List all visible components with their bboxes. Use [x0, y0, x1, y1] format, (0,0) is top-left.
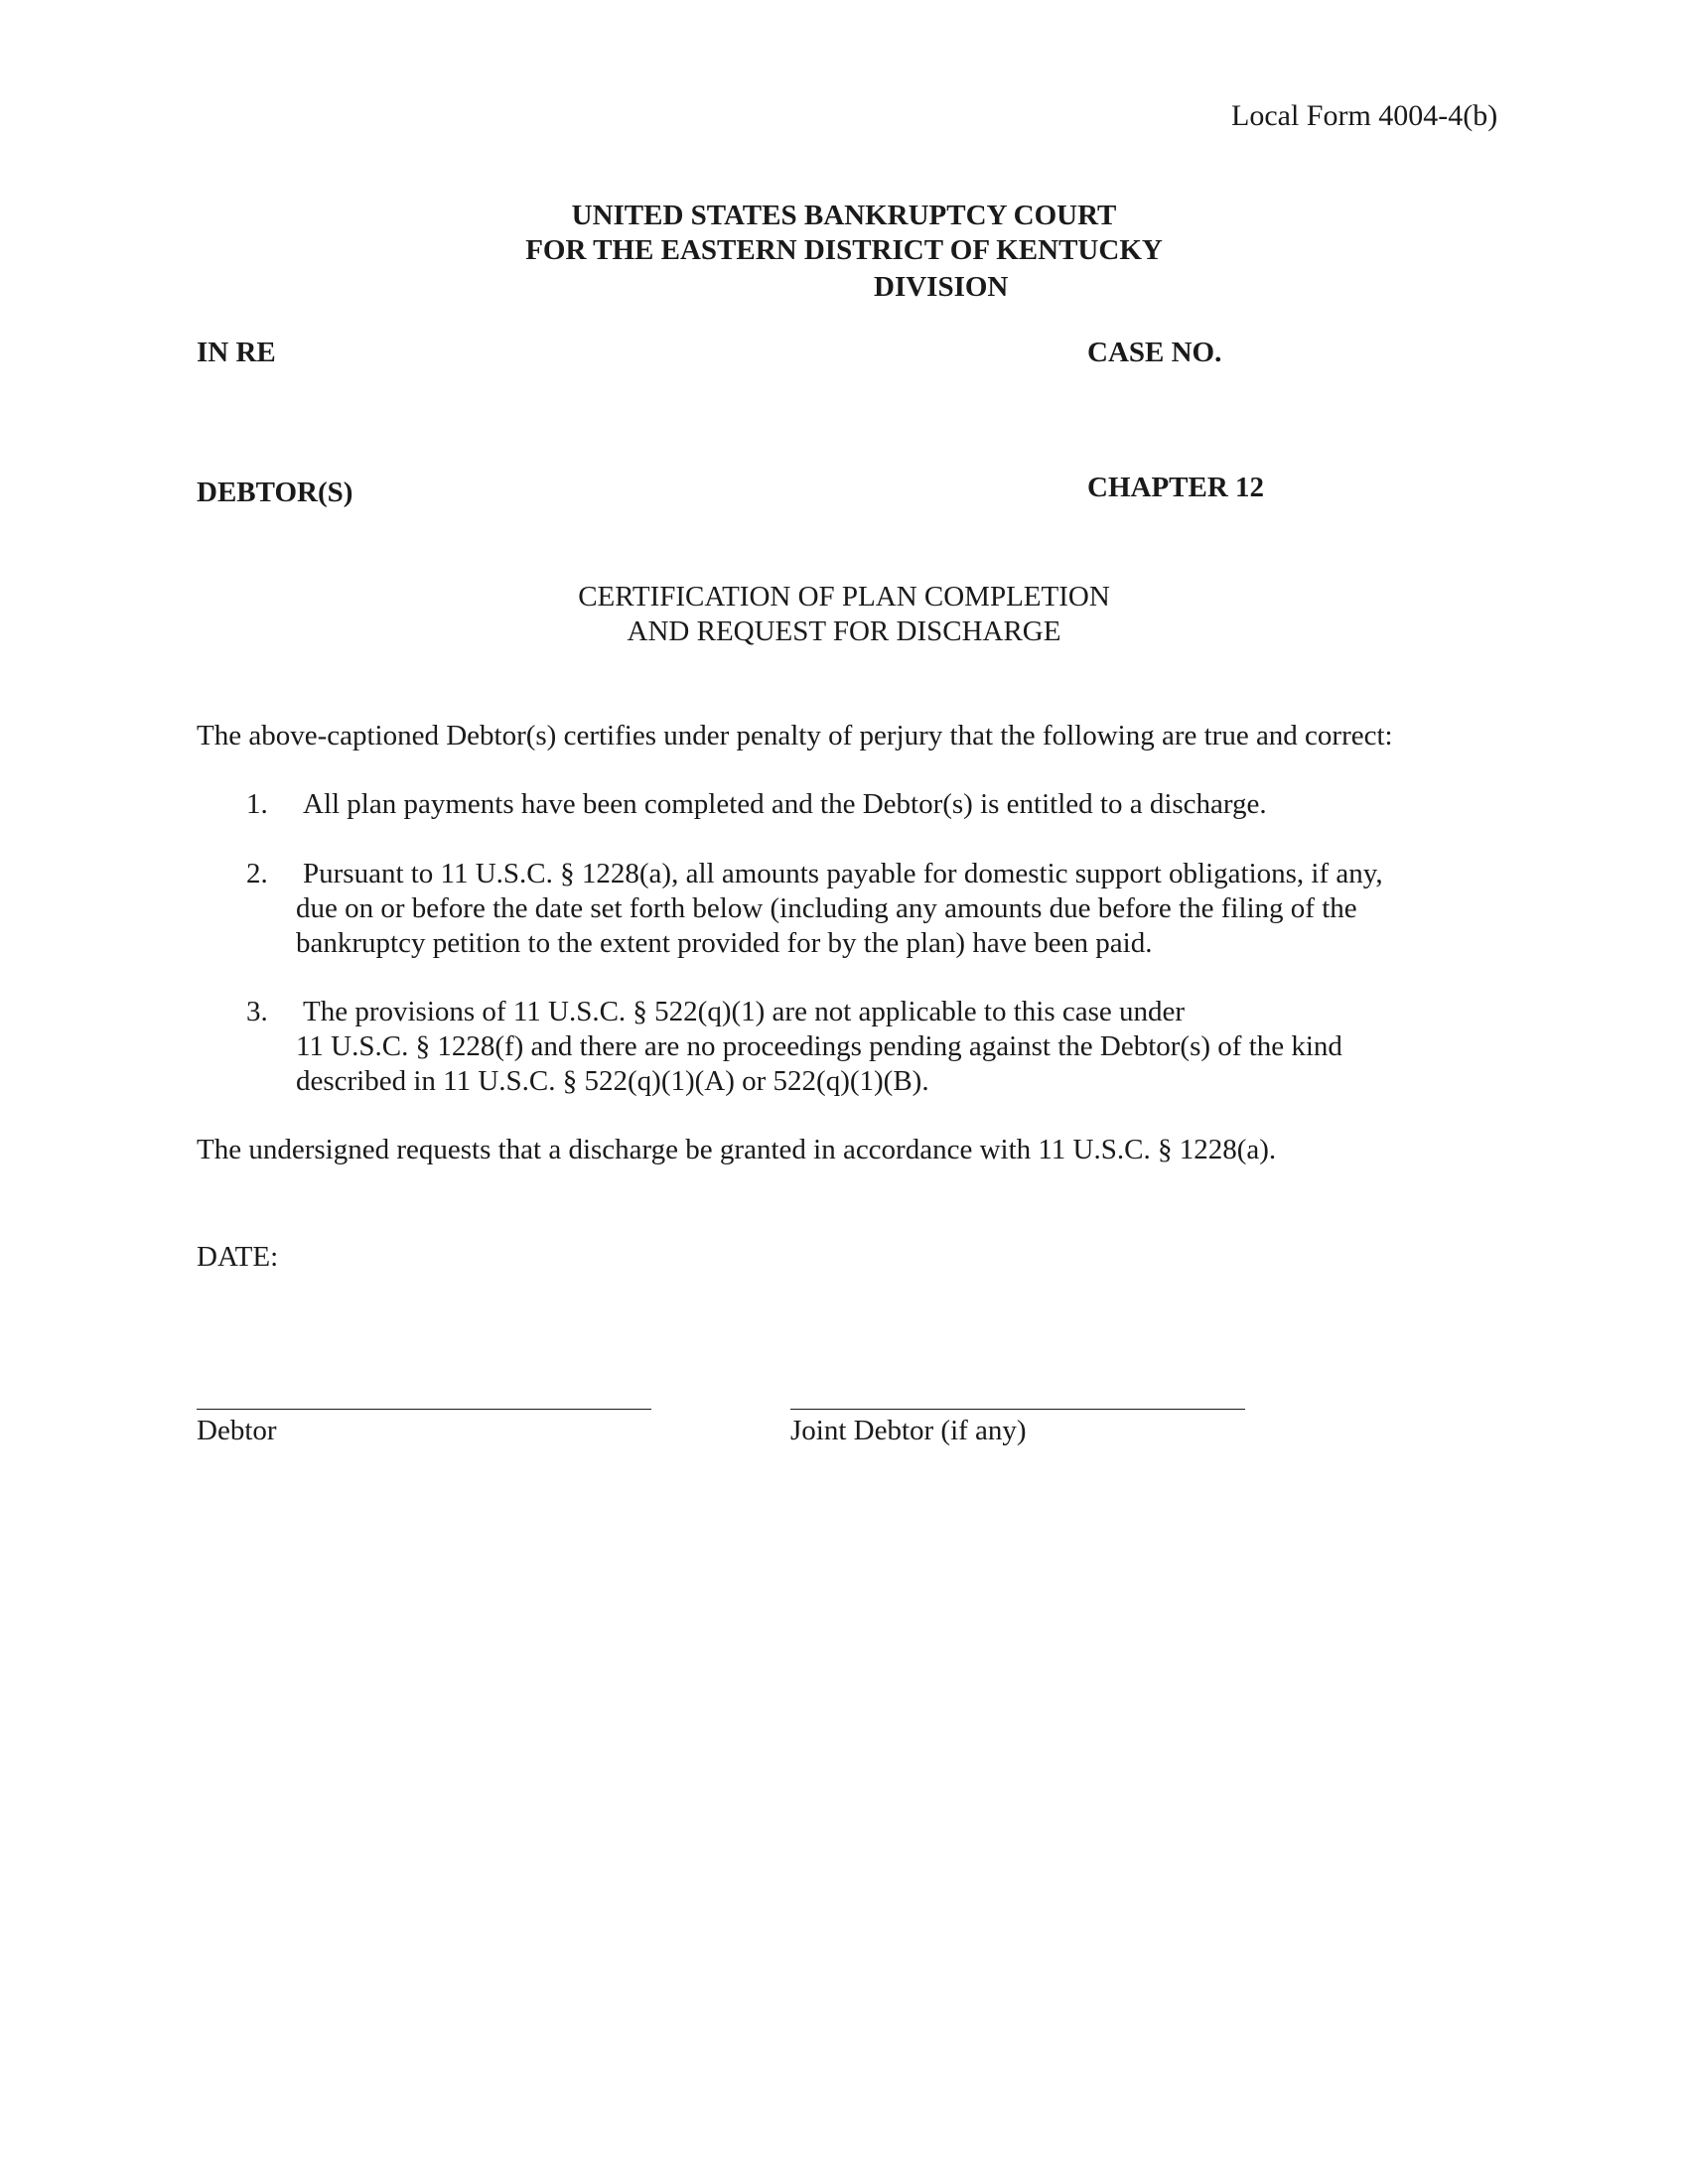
in-re-label: IN RE	[197, 337, 276, 368]
discharge-request: The undersigned requests that a discharge be granted in accordance with 11 U.S.C. § 1228(a).	[197, 1134, 1277, 1165]
item-number: 1.	[246, 788, 268, 820]
item-text-line: Pursuant to 11 U.S.C. § 1228(a), all amounts payable for domestic support obligations, if any,	[303, 858, 1383, 889]
form-identifier: Local Form 4004-4(b)	[1231, 99, 1498, 132]
item-text-line: described in 11 U.S.C. § 522(q)(1)(A) or 522(q)(1)(B).	[296, 1065, 929, 1097]
item-text-line: All plan payments have been completed and the Debtor(s) is entitled to a discharge.	[303, 788, 1267, 820]
item-number: 2.	[246, 858, 268, 889]
court-name-line1: UNITED STATES BANKRUPTCY COURT	[571, 200, 1117, 231]
item-text-line: bankruptcy petition to the extent provided for by the plan) have been paid.	[296, 927, 1153, 959]
item-text-line: The provisions of 11 U.S.C. § 522(q)(1) are not applicable to this case under	[303, 996, 1186, 1027]
court-division: DIVISION	[874, 271, 1009, 303]
document-title-line2: AND REQUEST FOR DISCHARGE	[627, 615, 1061, 647]
item-text-line: 11 U.S.C. § 1228(f) and there are no proceedings pending against the Debtor(s) of the kind	[296, 1030, 1342, 1062]
item-number: 3.	[246, 996, 268, 1027]
date-label: DATE:	[197, 1241, 279, 1273]
chapter-label: CHAPTER 12	[1087, 472, 1265, 503]
certification-intro: The above-captioned Debtor(s) certifies under penalty of perjury that the following are true and correct:	[197, 720, 1393, 751]
debtor-signature-label: Debtor	[197, 1415, 277, 1446]
joint-debtor-signature-label: Joint Debtor (if any)	[790, 1415, 1027, 1446]
debtor-signature-line[interactable]	[197, 1409, 651, 1410]
debtors-label: DEBTOR(S)	[197, 477, 353, 508]
court-name-line2: FOR THE EASTERN DISTRICT OF KENTUCKY	[525, 234, 1163, 266]
document-title-line1: CERTIFICATION OF PLAN COMPLETION	[578, 581, 1110, 613]
item-text-line: due on or before the date set forth below (including any amounts due before the filing of the	[296, 892, 1357, 924]
case-number-label: CASE NO.	[1087, 337, 1222, 368]
joint-debtor-signature-line[interactable]	[790, 1409, 1245, 1410]
